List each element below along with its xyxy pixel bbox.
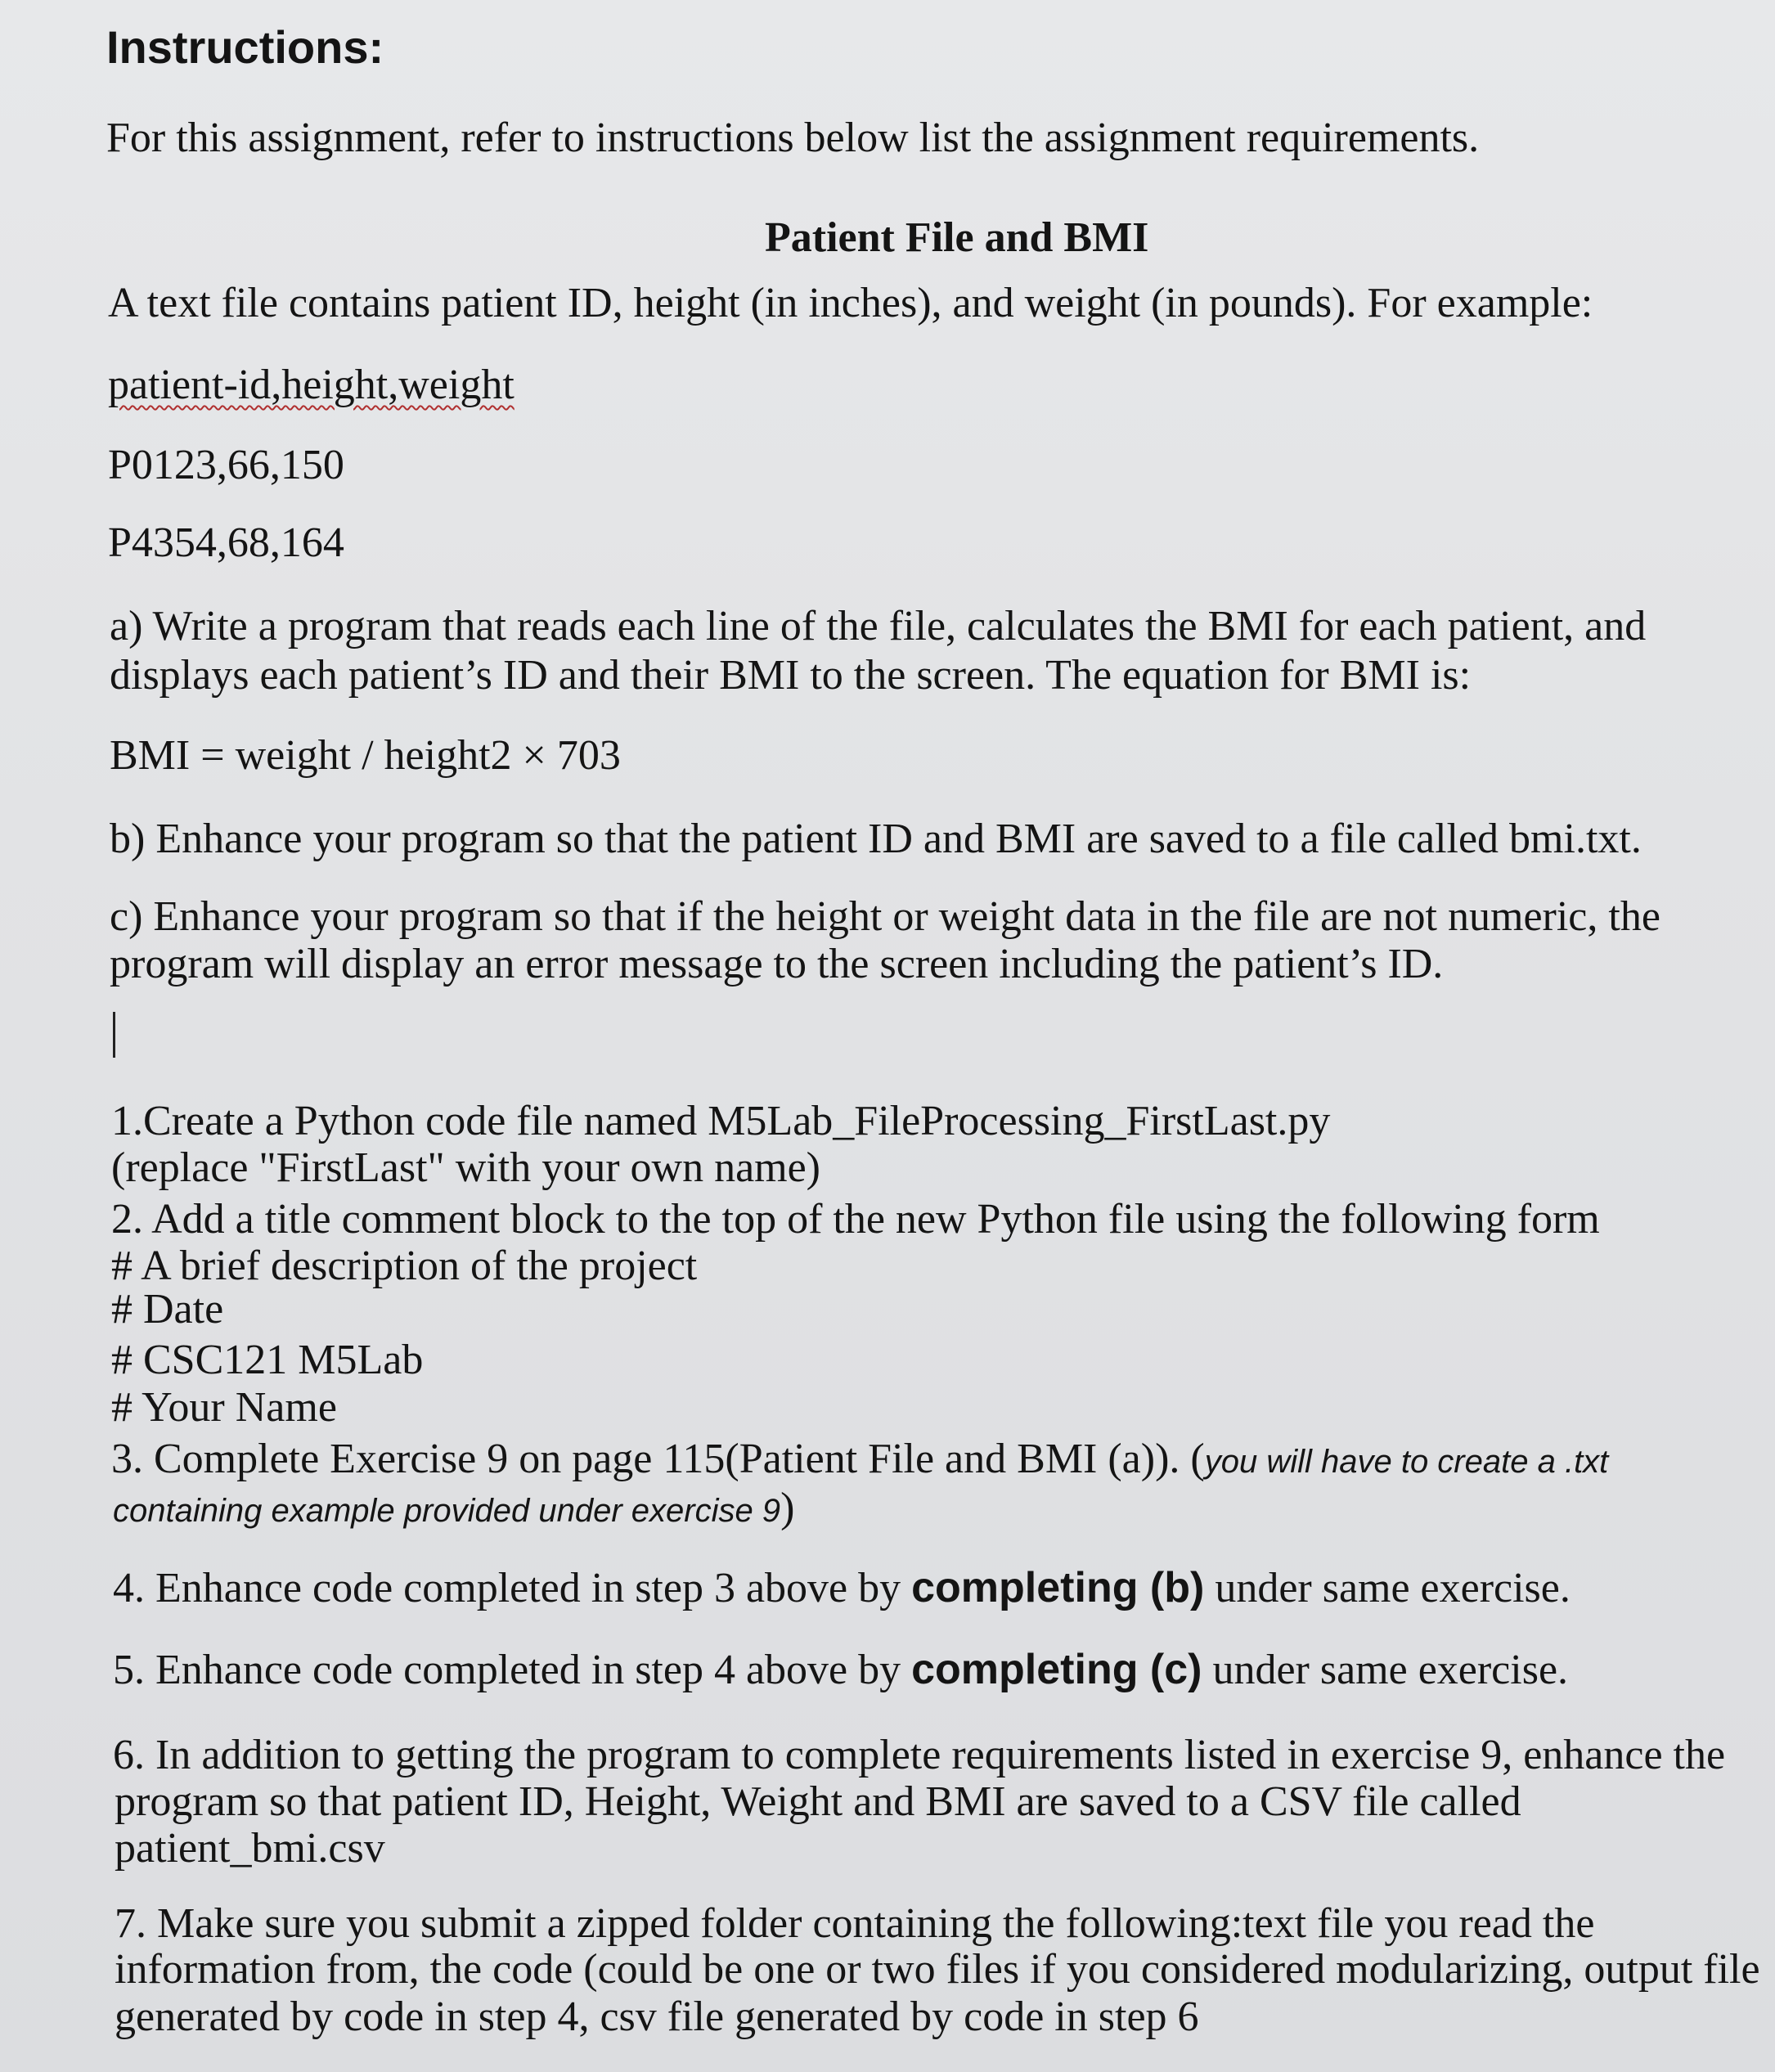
step-4-bold: completing (b) — [911, 1564, 1205, 1611]
comment-line: # CSC121 M5Lab — [111, 1337, 424, 1383]
exercise-title: Patient File and BMI — [765, 214, 1149, 261]
step-4-text-end: under same exercise. — [1204, 1565, 1571, 1611]
part-c-line-2: program will display an error message to the screen including the patient’s ID. — [110, 941, 1444, 987]
part-a-line-1: a) Write a program that reads each line of the file, calculates the BMI for each patient, and — [110, 603, 1647, 649]
step-5 — [113, 1648, 1568, 1692]
text-cursor — [113, 1012, 115, 1058]
file-example-header: patient-id,height,weight — [108, 362, 515, 408]
comment-line: # Date — [111, 1286, 224, 1333]
step-7-line-3: generated by code in step 4, csv file generated by code in step 6 — [115, 1993, 1199, 2040]
step-4-text: 4. Enhance code completed in step 3 above by — [113, 1565, 912, 1611]
step-4 — [113, 1566, 1571, 1610]
step-1-line-2: (replace "FirstLast" with your own name) — [111, 1144, 820, 1191]
file-example-row: P4354,68,164 — [108, 519, 344, 566]
step-6-line-2: program so that patient ID, Height, Weight and BMI are saved to a CSV file called — [115, 1778, 1521, 1825]
step-5-bold: completing (c) — [911, 1646, 1202, 1693]
step-2-line-1: 2. Add a title comment block to the top of the new Python file using the following form — [111, 1196, 1600, 1243]
bmi-equation: BMI = weight / height2 × 703 — [110, 732, 621, 779]
step-3-line-2 — [113, 1487, 794, 1530]
step-6-line-3: patient_bmi.csv — [115, 1825, 385, 1872]
step-5-text-end: under same exercise. — [1202, 1647, 1569, 1693]
step-7-line-1: 7. Make sure you submit a zipped folder containing the following:text file you read the — [115, 1900, 1595, 1947]
step-3-italic-note: you will have to create a .txt — [1204, 1444, 1609, 1480]
intro-paragraph: For this assignment, refer to instructions below list the assignment requirements. — [106, 115, 1480, 161]
description-paragraph: A text file contains patient ID, height (in inches), and weight (in pounds). For example: — [108, 280, 1593, 326]
comment-line: # A brief description of the project — [111, 1243, 698, 1289]
step-3-text: 3. Complete Exercise 9 on page 115(Patient File and BMI (a)). ( — [111, 1436, 1205, 1482]
step-3-line-1 — [111, 1438, 1608, 1481]
part-a-line-2: displays each patient’s ID and their BMI to the screen. The equation for BMI is: — [110, 652, 1472, 699]
step-1-line-1: 1.Create a Python code file named M5Lab_FileProcessing_FirstLast.py — [111, 1098, 1331, 1144]
instructions-heading: Instructions: — [106, 21, 384, 73]
step-3-italic-note-2: containing example provided under exercise 9 — [113, 1493, 781, 1529]
step-3-close-paren: ) — [780, 1485, 795, 1531]
step-5-text: 5. Enhance code completed in step 4 above by — [113, 1647, 912, 1693]
step-7-line-2: information from, the code (could be one or two files if you considered modularizing, output file — [115, 1946, 1760, 1993]
comment-line: # Your Name — [111, 1384, 337, 1431]
file-example-row: P0123,66,150 — [108, 442, 344, 488]
step-6-line-1: 6. In addition to getting the program to complete requirements listed in exercise 9, enhance the — [113, 1732, 1726, 1778]
part-b: b) Enhance your program so that the patient ID and BMI are saved to a file called bmi.txt. — [110, 816, 1642, 862]
part-c-line-1: c) Enhance your program so that if the height or weight data in the file are not numeric, the — [110, 893, 1660, 940]
